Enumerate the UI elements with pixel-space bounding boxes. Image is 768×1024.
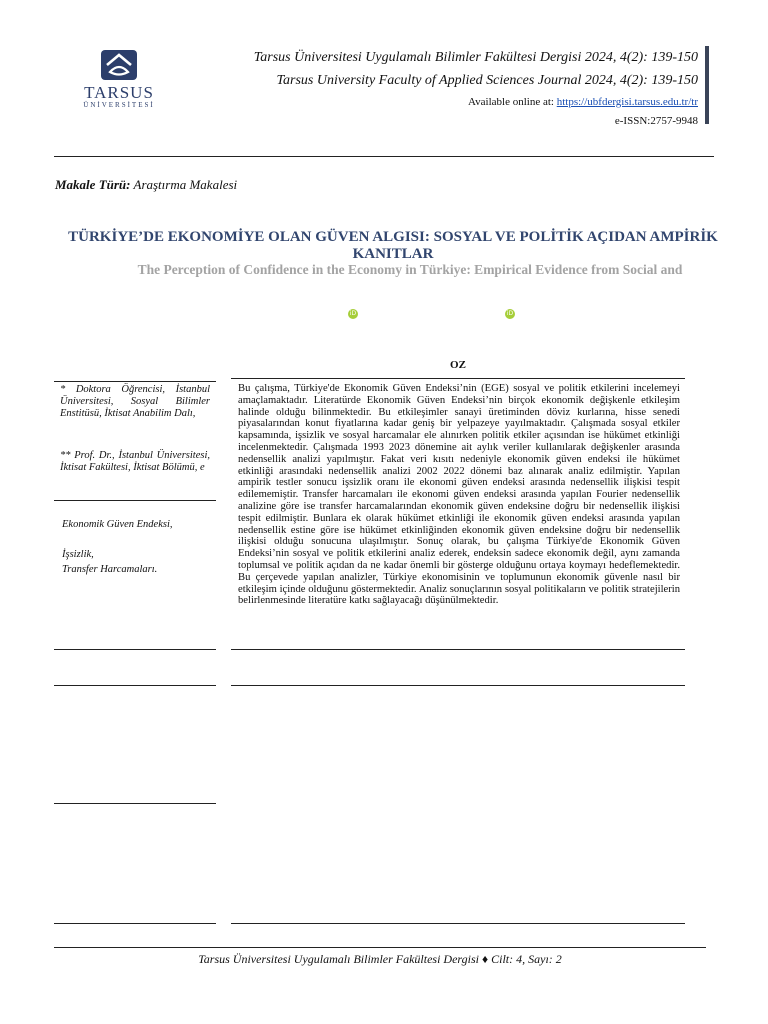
left-column-rule [54, 803, 216, 804]
article-type-label: Makale Türü: [55, 177, 131, 192]
issn: e-ISSN:2757-9948 [614, 115, 698, 127]
header-accent-bar [705, 46, 709, 124]
title-turkish: TÜRKİYE’DE EKONOMİYE OLAN GÜVEN ALGISI: SOSYAL VE POLİTİK AÇIDAN AMPİRİK KANITLAR [68, 229, 718, 262]
orcid-icon[interactable]: iD [349, 310, 357, 317]
affiliation-1: * Doktora Öğrencisi, İstanbul Üniversitesi, Sosyal Bilimler Enstitüsü, İktisat Anabilim Dalı, [60, 384, 210, 419]
journal-header [254, 46, 698, 130]
keyword: Transfer Harcamaları. [62, 564, 158, 575]
journal-line-tr: Tarsus Üniversitesi Uygulamalı Bilimler Fakültesi Dergisi 2024, 4(2): 139-150 [253, 50, 698, 65]
header-divider [54, 156, 714, 157]
abstract-text: Bu çalışma, Türkiye'de Ekonomik Güven Endeksi’nin (EGE) sosyal ve politik etkilerini incelemeyi amaçlamaktadır. Literatürde Ekonomik Güven Endeksi’nin birçok ekonomik değişkenle etkileşim halinde olduğu bilinmektedir. Bu etkileşimler sanayi üretiminden döviz kurlarına, hisse senedi piyasalarından konut fiyatlarına kadar geniş bir yelpazeye yayılmaktadır. Çalışmada sosyal etkiler kapsamında, işsizlik ve sosyal harcamalar ele alınırken politik etkiler açısından ise hükümet etkinliği incelenmektedir. Çalışmada 1993 2023 dönemine ait aylık veriler kullanılarak değişkenler arasında nedensellik analizi yapılmıştır. Fakat veri kısıtı nedeniyle ekonomik güven endeksi ile hükümet etkinliği arasındaki nedensellik analizi 2002 2022 dönemi baz alınarak analiz edilmiştir. Yapılan ampirik testler sonucu işsizlik oranı ile ekonomi güven endeksi arasında nedensellik ilişkisi tespit edilememiştir. Transfer harcamaları ile ekonomi güven endeksi arasında yapılan Fourier nedensellik analizine göre ise transfer harcamalarından ekonomik güven endeksine doğru bir nedensellik ilişkisi tespit edilmiştir. Bunlara ek olarak hükümet etkinliği ile ekonomik güven endeksi arasında yapılan nedensellik estine göre ise hükümet etkinliğinden ekonomik güven endeksine doğru bir nedensellik ilişkisi olduğu sonucuna ulaşılmıştır. Sonuç olarak, bu çalışma Türkiye'de Ekonomik Güven Endeksi’nin sosyal ve politik etkilerini analiz ederek, endeksin sadece ekonomik değil, aynı zamanda toplumsal ve politik açıdan da ne kadar önemli bir gösterge olduğunu ortaya koymayı hedeflemektedir. Bu çerçevede yapılan analizler, Türkiye ekonomisinin ve toplumunun ekonomik güvenle nasıl bir etkileşim içinde olduğunu göstermektedir. Analiz sonuçlarının sosyal politikaların ve politik stratejilerin belirlenmesinde literatüre katkı sağlayacağı düşünülmektedir. [238, 383, 680, 607]
left-column-rule [54, 649, 216, 650]
logo-subtitle: ÜNİVERSİTESİ [83, 101, 155, 109]
keyword: İşsizlik, [62, 549, 94, 560]
article-type [55, 177, 237, 193]
available-label: Available online at: [468, 96, 554, 108]
article-type-value: Araştırma Makalesi [133, 177, 238, 192]
orcid-icon[interactable]: iD [506, 310, 514, 317]
journal-line-en: Tarsus University Faculty of Applied Sciences Journal 2024, 4(2): 139-150 [276, 73, 698, 88]
affiliation-2: ** Prof. Dr., İstanbul Üniversitesi, İktisat Fakültesi, İktisat Bölümü, e [60, 450, 210, 473]
left-column-rule [54, 685, 216, 686]
keyword: Ekonomik Güven Endeksi, [62, 519, 173, 530]
university-logo [74, 48, 164, 110]
left-column-rule [54, 381, 216, 382]
abstract-bottom-rule [231, 649, 685, 650]
university-logo-icon [99, 48, 139, 82]
left-column-rule [54, 923, 216, 924]
journal-url-link[interactable]: https://ubfdergisi.tarsus.edu.tr/tr [556, 96, 698, 108]
abstract-top-rule [231, 378, 685, 379]
right-column-rule [231, 923, 685, 924]
left-column-rule [54, 500, 216, 501]
logo-name: TARSUS [84, 83, 154, 102]
footer-divider [54, 947, 706, 948]
right-column-rule [231, 685, 685, 686]
available-online [254, 92, 698, 112]
title-english: The Perception of Confidence in the Economy in Türkiye: Empirical Evidence from Social and [137, 262, 683, 277]
footer-journal: Tarsus Üniversitesi Uygulamalı Bilimler Fakültesi Dergisi ♦ Cilt: 4, Sayı: 2 [198, 952, 562, 966]
abstract-heading: OZ [450, 359, 466, 371]
